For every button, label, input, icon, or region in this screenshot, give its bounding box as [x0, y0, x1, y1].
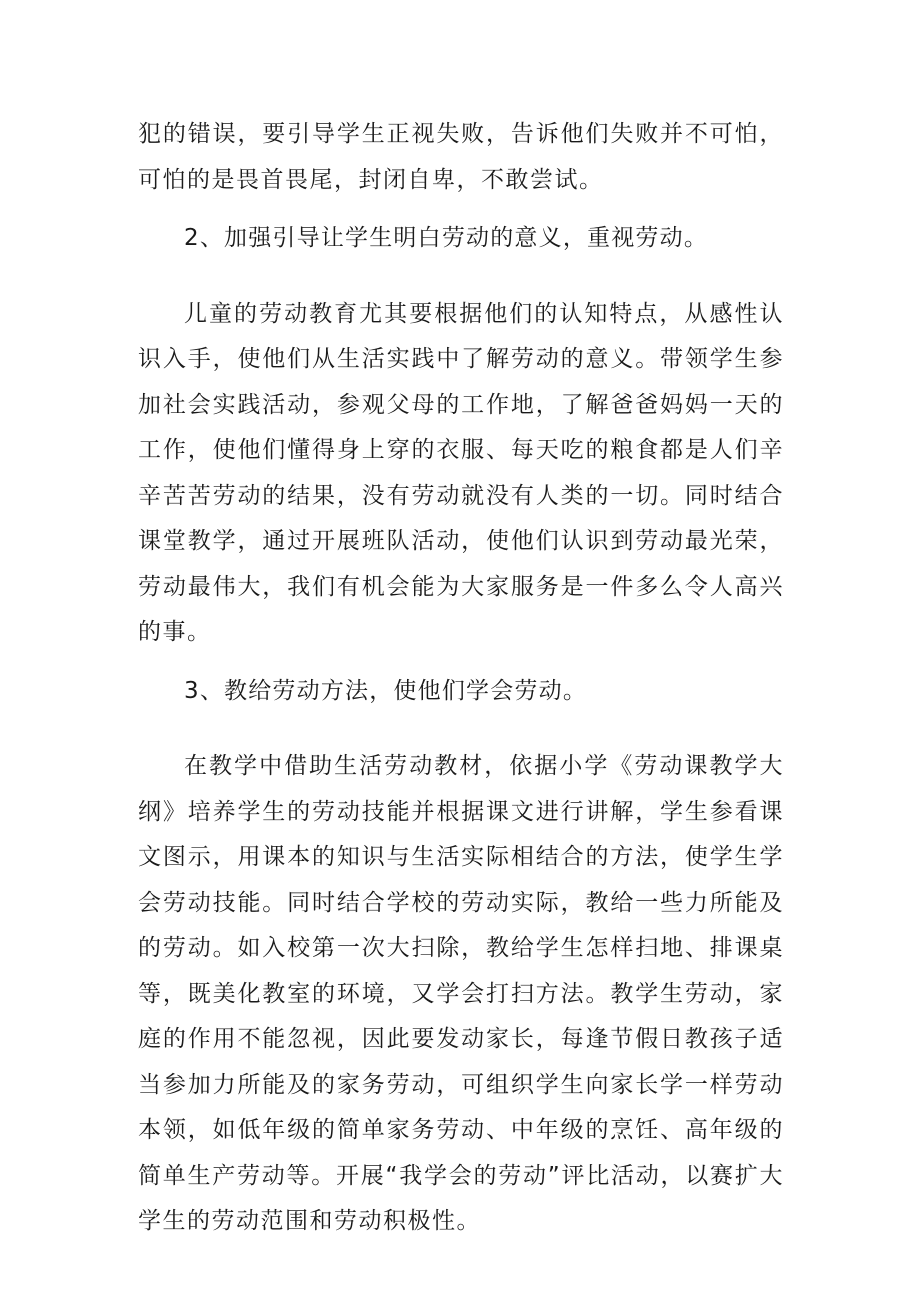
- section-heading-2: 2、加强引导让学生明白劳动的意义，重视劳动。: [184, 225, 709, 251]
- paragraph-labor-methods: 在教学中借助生活劳动教材，依据小学《劳动课教学大纲》培养学生的劳动技能并根据课文进行讲解，学生参看课文图示，用课本的知识与生活实际相结合的方法，使学生学会劳动技能。同时结合学校的劳动实际，教给一些力所能及的劳动。如入校第一次大扫除，教给学生怎样扫地、排课桌等，既美化教室的环境，又学会打扫方法。教学生劳动，家庭的作用不能忽视，因此要发动家长，每逢节假日教孩子适当参加力所能及的家务劳动，可组织学生向家长学一样劳动本领，如低年级的简单家务劳动、中年级的烹饪、高年级的简单生产劳动等。开展“我学会的劳动”评比活动，以赛扩大学生的劳动范围和劳动积极性。: [138, 753, 784, 1234]
- paragraph-labor-meaning: 儿童的劳动教育尤其要根据他们的认知特点，从感性认识入手，使他们从生活实践中了解劳动的意义。带领学生参加社会实践活动，参观父母的工作地，了解爸爸妈妈一天的工作，使他们懂得身上穿的衣服、每天吃的粮食都是人们辛辛苦苦劳动的结果，没有劳动就没有人类的一切。同时结合课堂教学，通过开展班队活动，使他们认识到劳动最光荣，劳动最伟大，我们有机会能为大家服务是一件多么令人高兴的事。: [138, 300, 784, 645]
- document-page: [138, 112, 784, 1245]
- section-heading-3: 3、教给劳动方法，使他们学会劳动。: [184, 677, 588, 704]
- paragraph-continuation: 犯的错误，要引导学生正视失败，告诉他们失败并不可怕，可怕的是畏首畏尾，封闭自卑，不敢尝试。: [138, 121, 784, 193]
